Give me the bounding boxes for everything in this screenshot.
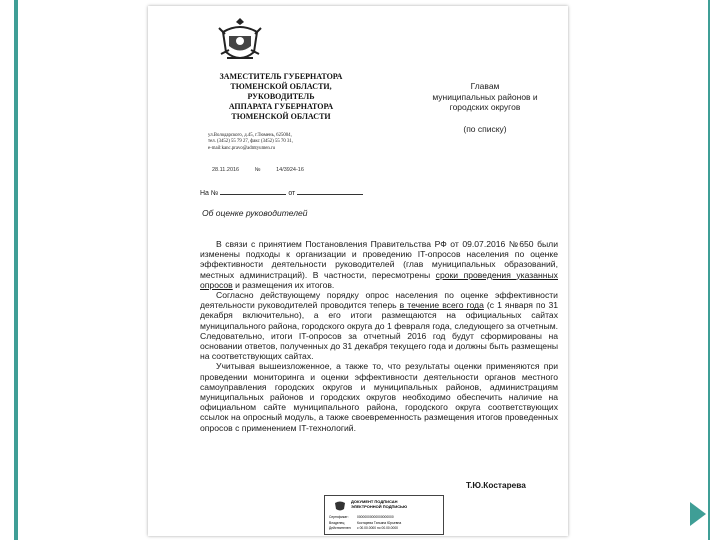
- underlined-text: сроки проведения указанных опросов: [200, 269, 558, 290]
- paragraph: Учитывая вышеизложенное, а также то, что результаты оценки применяются при проведении мониторинга и оценки эффективности деятельности органов местного самоуправления городских округов и муниципальных районов, администрациям муниципальных районов и городских округов необходимо обеспечить наличие на официальном сайте муниципального района, городского округа соответствующих ссылок на опросный модуль, а также своевременность размещения итогов проведенных опросов с применением IT-технологий.: [200, 361, 558, 433]
- address-line: e-mail:kanc.pravo@admtyumen.ru: [208, 145, 276, 151]
- paragraph-text: В связи с принятием Постановления Правительства РФ от 09.07.2016 №650 были изменены подходы к организации и проведению IT-опросов населения по оценке эффективности деятельности руководителей (глав муниципальных образований, местных администраций). В частности, пересмотрены: [200, 239, 558, 280]
- recipient-note: (по списку): [463, 123, 507, 134]
- left-margin: [0, 0, 14, 540]
- paragraph: [200, 290, 558, 361]
- reference-line: [200, 187, 363, 197]
- paragraph-text: и размещения их итогов.: [232, 279, 335, 290]
- next-slide-arrow-icon[interactable]: [690, 502, 706, 526]
- e-signature-stamp: [324, 495, 444, 535]
- coat-of-arms-icon: [213, 14, 267, 68]
- issuer-line: ТЮМЕНСКОЙ ОБЛАСТИ,: [230, 82, 332, 91]
- ref-prefix: На №: [200, 190, 219, 197]
- letter-date: 28.11.2016: [212, 167, 240, 173]
- letter-subject: Об оценке руководителей: [202, 208, 308, 218]
- recipient-line: городских округов: [449, 102, 521, 112]
- issuer-line: ТЮМЕНСКОЙ ОБЛАСТИ: [231, 112, 331, 121]
- paragraph-text: Согласно действующему порядку опрос населения по оценке эффективности деятельности руководителей проводится теперь: [200, 290, 558, 311]
- stamp-value: 00000000000000000000: [357, 515, 394, 519]
- stamp-value: Костарева Татьяна Юрьевна: [357, 520, 402, 525]
- stamp-title-line: ДОКУМЕНТ ПОДПИСАН: [351, 499, 398, 504]
- stamp-key: Действителен:: [329, 526, 352, 530]
- right-margin: [710, 0, 720, 540]
- issuer-block: [206, 72, 356, 122]
- letter-number: 14/3924-16: [276, 167, 304, 173]
- address-line: тел. (3452) 55 79 27, факс (3452) 55 70 31,: [208, 139, 293, 145]
- address-line: ул.Володарского, д.45, г.Тюмень, 625004,: [208, 133, 292, 138]
- stamp-key: Владелец:: [329, 520, 346, 525]
- stamp-key: Сертификат:: [329, 515, 349, 519]
- paragraph-text: (с 1 января по 31 декабря включительно), а его итоги размещаются на официальных сайтах муниципального района, городского округа до 1 февраля года, следующего за отчетным. Следовательно, итоги IT-опросов за отчетный 2016 год будут сформированы на основании ответов, полученных до 31 декабря текущего года и должны быть размещены на соответствующих сайтах.: [200, 300, 559, 362]
- ref-blank: [220, 187, 286, 195]
- issuer-line: АППАРАТА ГУБЕРНАТОРА: [228, 102, 334, 111]
- stamp-row: [329, 526, 441, 532]
- stamp-value: с 00.00.0000 по 00.00.0000: [357, 526, 399, 530]
- recipient-block: [430, 81, 540, 134]
- ref-from: от: [288, 190, 296, 197]
- issuer-line: ЗАМЕСТИТЕЛЬ ГУБЕРНАТОРА: [219, 72, 343, 81]
- recipient-line: муниципальных районов и: [432, 91, 538, 102]
- stamp-emblem-icon: [333, 499, 347, 513]
- issuer-line: РУКОВОДИТЕЛЬ: [247, 92, 315, 101]
- stamp-rows: [329, 515, 441, 532]
- letter-page: [148, 6, 568, 536]
- date-number-line: [212, 167, 412, 173]
- letter-body: [200, 239, 558, 433]
- accent-bar-left: [14, 0, 18, 540]
- underlined-text: в течение всего года: [399, 300, 484, 311]
- ref-blank: [297, 187, 363, 195]
- stamp-title-line: ЭЛЕКТРОННОЙ ПОДПИСЬЮ: [351, 504, 408, 509]
- address-block: [208, 133, 358, 152]
- paragraph: [200, 239, 558, 290]
- number-label: №: [254, 167, 261, 173]
- recipient-line: Главам: [470, 81, 500, 91]
- stamp-title: [351, 499, 407, 509]
- accent-bar-right: [708, 0, 710, 540]
- signature-name: Т.Ю.Костарева: [466, 480, 526, 490]
